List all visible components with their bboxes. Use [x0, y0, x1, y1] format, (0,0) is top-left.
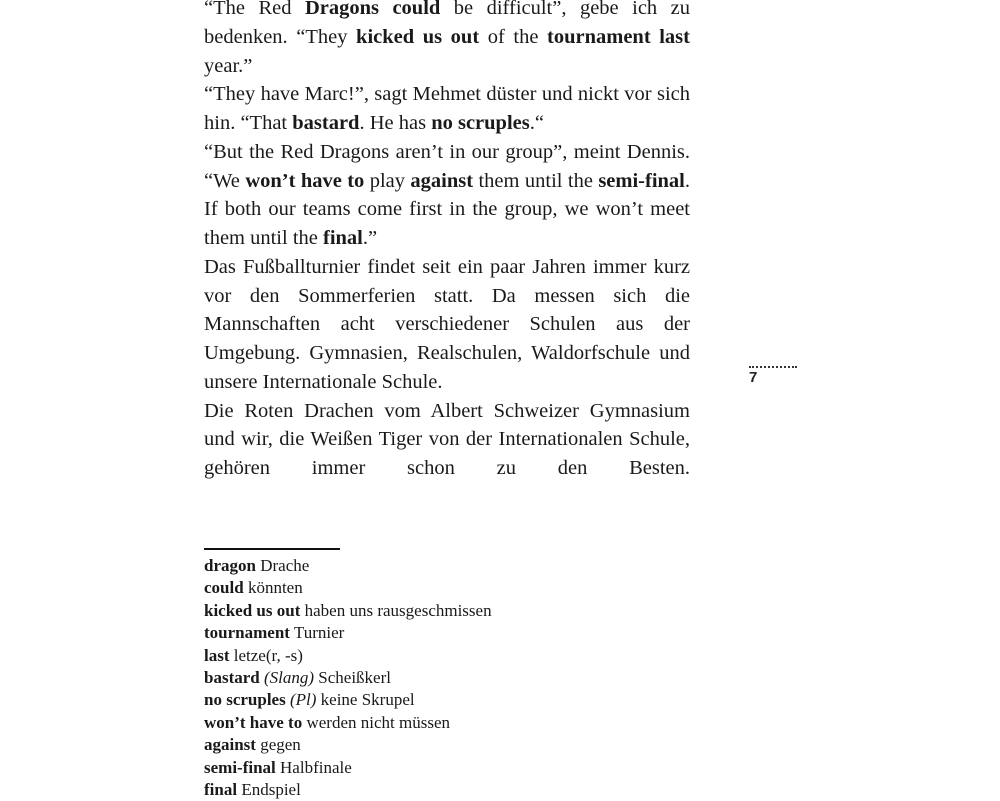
glossary-translation: letze(r, -s)	[233, 645, 303, 665]
glossary-translation: Endspiel	[241, 780, 301, 800]
glossary-entry	[204, 712, 624, 734]
vocabulary-highlight: won’t have to	[245, 169, 365, 192]
text-run: them until the	[473, 169, 599, 192]
glossary-entry	[204, 734, 624, 756]
text-run: . He has	[359, 112, 432, 134]
paragraph	[204, 397, 690, 483]
glossary-term: dragon	[204, 556, 256, 575]
vocabulary-highlight: final	[323, 227, 363, 249]
glossary-term: no scruples	[204, 690, 286, 710]
glossary-entry	[204, 622, 624, 644]
glossary-entry	[204, 667, 624, 689]
glossary-term: against	[204, 735, 256, 755]
glossary-term: won’t have to	[204, 712, 303, 732]
text-run: of the	[479, 25, 548, 48]
text-run: Das Fußballturnier findet seit ein paar Jahren immer kurz vor den Sommerferien statt. Da messen sich die Mannschaften acht verschiedener Schulen aus der Umgebung. Gymnasien, Realschulen, Waldorfschule und unsere Internationale Schule.	[204, 255, 690, 393]
footnote-divider	[204, 548, 340, 550]
glossary-term: tournament	[204, 623, 290, 643]
glossary-term: bastard	[204, 668, 260, 688]
paragraph	[204, 0, 690, 80]
glossary-entry	[204, 577, 624, 599]
text-run: .”	[362, 227, 378, 249]
text-run: “But the Red Dragons aren’t in our group”, meint Dennis. “We	[204, 140, 690, 192]
glossary-term: kicked us out	[204, 600, 301, 620]
vocabulary-highlight: no scruples	[431, 112, 530, 134]
vocabulary-highlight: against	[410, 169, 474, 192]
glossary-entry	[204, 645, 624, 667]
glossary-translation: Turnier	[293, 623, 345, 643]
glossary-entry	[204, 600, 624, 622]
glossary-entry	[204, 757, 624, 779]
paragraph	[204, 253, 690, 397]
vocabulary-highlight: tournament	[547, 25, 651, 48]
vocabulary-glossary	[204, 555, 624, 801]
text-run: be difficult”, gebe ich zu bedenken. “They	[204, 0, 690, 48]
glossary-entry	[204, 689, 624, 711]
glossary-translation: haben uns rausgeschmissen	[304, 600, 492, 620]
glossary-translation: keine Skrupel	[320, 690, 415, 710]
text-run: .“	[529, 112, 544, 134]
glossary-translation: werden nicht müssen	[306, 712, 450, 732]
vocabulary-highlight: Dragons could	[304, 0, 441, 19]
glossary-term: last	[204, 645, 230, 665]
glossary-term: semi-final	[204, 757, 276, 777]
text-run: . If both our teams come first in the group, we won’t meet them until the	[204, 169, 690, 249]
vocabulary-highlight: last	[659, 25, 690, 48]
glossary-note: (Slang)	[263, 668, 315, 688]
vocabulary-highlight: semi-final	[598, 169, 685, 192]
glossary-translation: könnten	[247, 578, 303, 598]
glossary-translation: Halbfinale	[280, 757, 352, 777]
vocabulary-highlight: kicked us out	[356, 25, 480, 48]
text-run: “They have Marc!”, sagt Mehmet düster und nickt vor sich hin. “That	[204, 83, 690, 134]
page-number-marker	[749, 366, 797, 386]
glossary-translation: Scheißkerl	[318, 668, 391, 688]
text-run	[651, 26, 660, 48]
text-run: year.”	[204, 54, 253, 77]
page-number: 7	[749, 369, 758, 386]
paragraph	[204, 138, 690, 253]
text-run: “The Red	[204, 0, 305, 19]
glossary-term: could	[204, 578, 244, 598]
vocabulary-highlight: bastard	[292, 112, 360, 134]
text-run: Die Roten Drachen vom Albert Schweizer Gymnasium und wir, die Weißen Tiger von der Internationalen Schule, gehören immer schon zu den Besten.	[204, 399, 690, 479]
dotted-leader	[749, 366, 797, 368]
glossary-translation: Drache	[260, 556, 310, 575]
text-run: play	[364, 169, 411, 192]
paragraph	[204, 80, 690, 138]
glossary-term: final	[204, 780, 238, 800]
story-text	[204, 0, 690, 483]
glossary-entry	[204, 779, 624, 801]
glossary-translation: gegen	[260, 735, 301, 755]
glossary-entry	[204, 555, 624, 577]
glossary-note: (Pl)	[289, 690, 317, 710]
